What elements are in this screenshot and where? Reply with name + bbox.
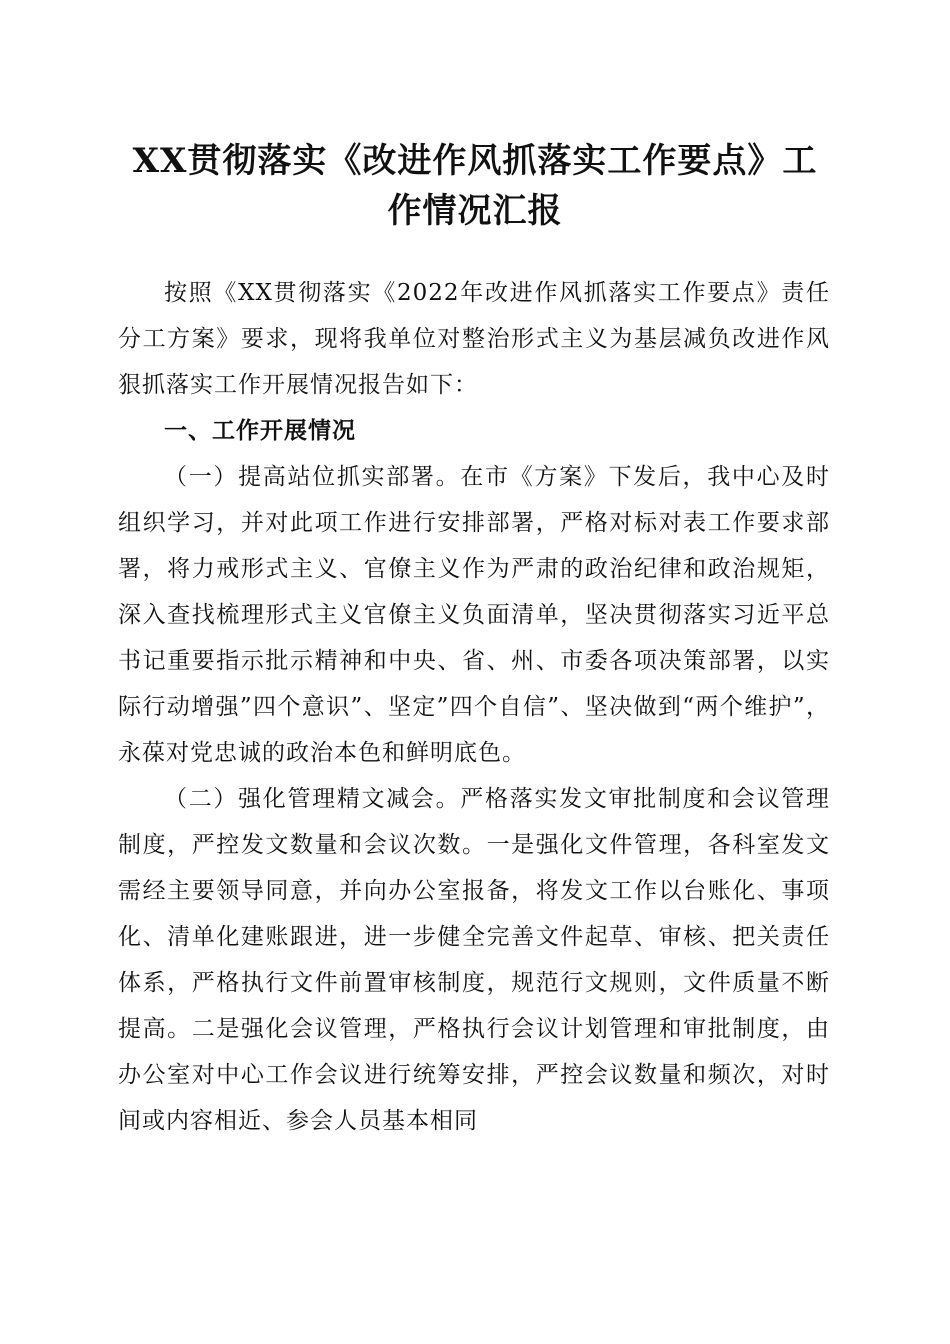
paragraph-2: （二）强化管理精文减会。严格落实发文审批制度和会议管理制度，严控发文数量和会议次数。一是强化文件管理，各科室发文需经主要领导同意，并向办公室报备，将发文工作以台账化、事项化、清单化建账跟进，进一步健全完善文件起草、审核、把关责任体系，严格执行文件前置审核制度，规范行文规则，文件质量不断提高。二是强化会议管理，严格执行会议计划管理和审批制度，由办公室对中心工作会议进行统筹安排，严控会议数量和频次，对时间或内容相近、参会人员基本相同 <box>118 786 830 1134</box>
title-line-1: XX贯彻落实《改进作风抓落实工作要点》工 <box>132 141 818 181</box>
intro-paragraph: 按照《XX贯彻落实《2022年改进作风抓落实工作要点》责任分工方案》要求，现将我单位对整治形式主义为基层减负改进作风狠抓落实工作开展情况报告如下： <box>118 280 830 398</box>
document-title <box>100 136 850 236</box>
paragraph-1: （一）提高站位抓实部署。在市《方案》下发后，我中心及时组织学习，并对此项工作进行安排部署，严格对标对表工作要求部署，将力戒形式主义、官僚主义作为严肃的政治纪律和政治规矩，深入查找梳理形式主义官僚主义负面清单，坚决贯彻落实习近平总书记重要指示批示精神和中央、省、州、市委各项决策部署，以实际行动增强”四个意识”、坚定”四个自信”、坚决做到“两个维护”，永葆对党忠诚的政治本色和鲜明底色。 <box>118 464 830 766</box>
section-heading: 一、工作开展情况 <box>164 418 356 444</box>
title-line-2: 作情况汇报 <box>387 191 563 231</box>
document-body <box>118 270 830 1144</box>
